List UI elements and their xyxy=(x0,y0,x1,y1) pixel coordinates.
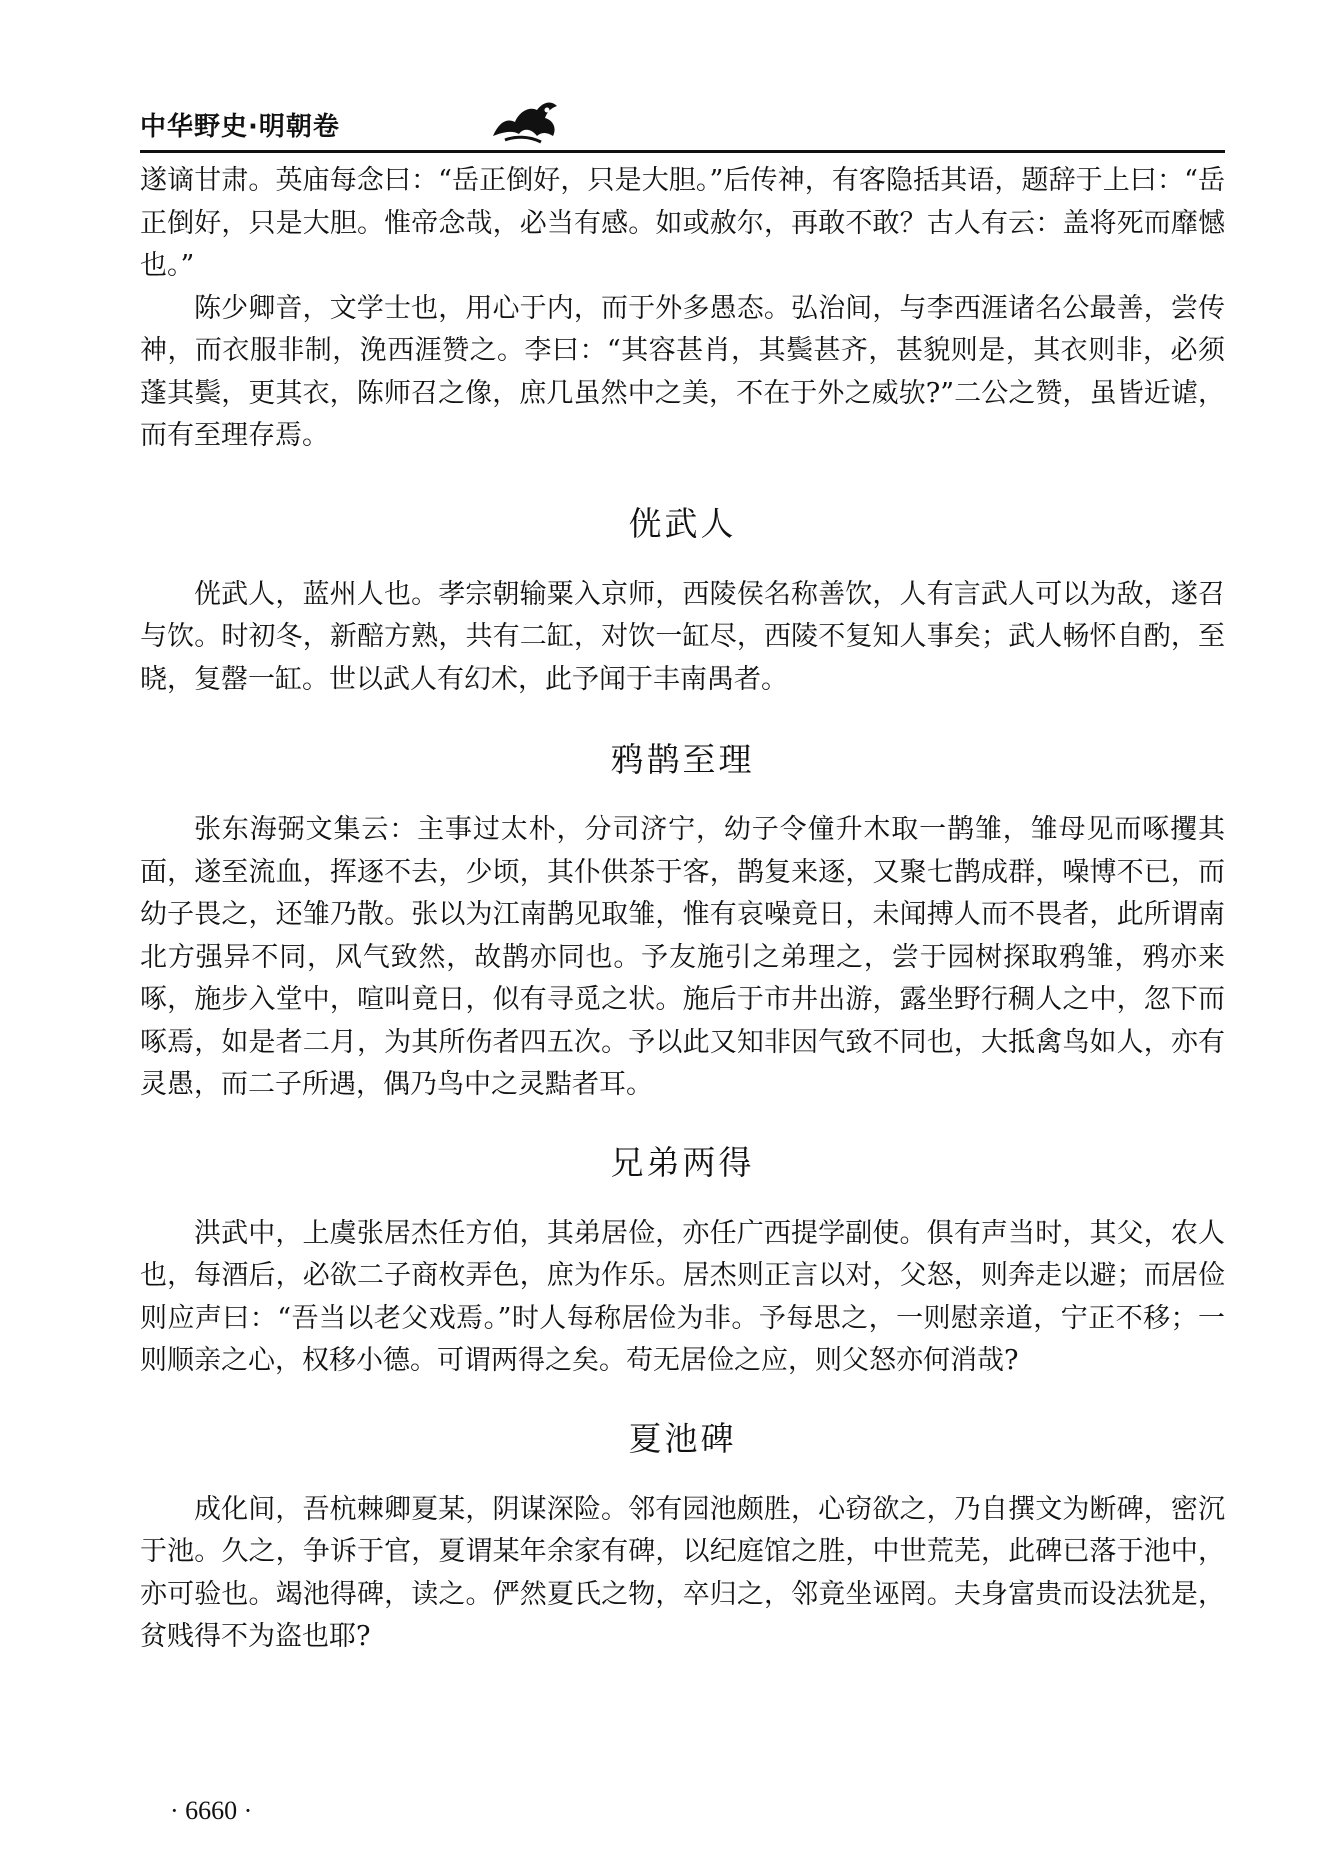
section-heading: 兄弟两得 xyxy=(610,1143,755,1182)
page-number: · 6660 · xyxy=(170,1796,253,1825)
paragraph: 遂谪甘肃。英庙每念曰：“岳正倒好，只是大胆。”后传神，有客隐括其语，题辞于上曰：“岳正倒好，只是大胆。惟帝念哉，必当有感。如或赦尔，再敢不敢？古人有云：盖将死而靡憾也。” xyxy=(140,165,1225,281)
book-title: 中华野史·明朝卷 xyxy=(140,112,340,142)
dragon-emblem-icon xyxy=(485,92,565,148)
header-rule xyxy=(140,150,1225,153)
paragraph: 张东海弼文集云：主事过太朴，分司济宁，幼子令僮升木取一鹊雏，雏母见而啄攫其面，遂至流血，挥逐不去，少顷，其仆供茶于客，鹊复来逐，又聚七鹊成群，噪博不已，而幼子畏之，还雏乃散。张以为江南鹊见取雏，惟有哀噪竟日，未闻搏人而不畏者，此所谓南北方强异不同，风气致然，故鹊亦同也。予友施引之弟理之，尝于园树探取鸦雏，鸦亦来啄，施步入堂中，喧叫竟日，似有寻觅之状。施后于市井出游，露坐野行稠人之中，忽下而啄焉，如是者二月，为其所伤者四五次。予以此又知非因气致不同也，大抵禽鸟如人，亦有灵愚，而二子所遇，偶乃鸟中之灵黠者耳。 xyxy=(140,814,1225,1100)
section-heading: 鸦鹊至理 xyxy=(610,739,755,779)
page-header xyxy=(140,92,570,152)
paragraph: 成化间，吾杭棘卿夏某，阴谋深险。邻有园池颇胜，心窃欲之，乃自撰文为断碑，密沉于池。久之，争诉于官，夏谓某年余家有碑，以纪庭馆之胜，中世荒芜，此碑已落于池中，亦可验也。竭池得碑，读之。俨然夏氏之物，卒归之，邻竟坐诬罔。夫身富贵而设法犹是，贫贱得不为盗也耶? xyxy=(140,1493,1225,1652)
section-heading: 夏池碑 xyxy=(628,1419,737,1458)
paragraph: 陈少卿音，文学士也，用心于内，而于外多愚态。弘治间，与李西涯诸名公最善，尝传神，而衣服非制，浼西涯赞之。李曰：“其容甚肖，其鬓甚齐，甚貌则是，其衣则非，必须蓬其鬓，更其衣，陈师召之像，庶几虽然中之美，不在于外之威欤?”二公之赞，虽皆近谑，而有至理存焉。 xyxy=(140,292,1225,451)
page-content xyxy=(140,160,1225,1659)
paragraph: 洪武中，上虞张居杰任方伯，其弟居俭，亦任广西提学副使。俱有声当时，其父，农人也，每酒后，必欲二子商枚弄色，庶为作乐。居杰则正言以对，父怒，则奔走以避；而居俭则应声曰：“吾当以老父戏焉。”时人每称居俭为非。予每思之，一则慰亲道，宁正不移；一则顺亲之心，权移小德。可谓两得之矣。苟无居俭之应，则父怒亦何消哉? xyxy=(140,1217,1225,1376)
section-heading: 侊武人 xyxy=(628,504,737,543)
paragraph: 侊武人，蓝州人也。孝宗朝输粟入京师，西陵侯名称善饮，人有言武人可以为敌，遂召与饮。时初冬，新醅方熟，共有二缸，对饮一缸尽，西陵不复知人事矣；武人畅怀自酌，至晓，复罄一缸。世以武人有幻术，此予闻于丰南禺者。 xyxy=(140,578,1225,695)
